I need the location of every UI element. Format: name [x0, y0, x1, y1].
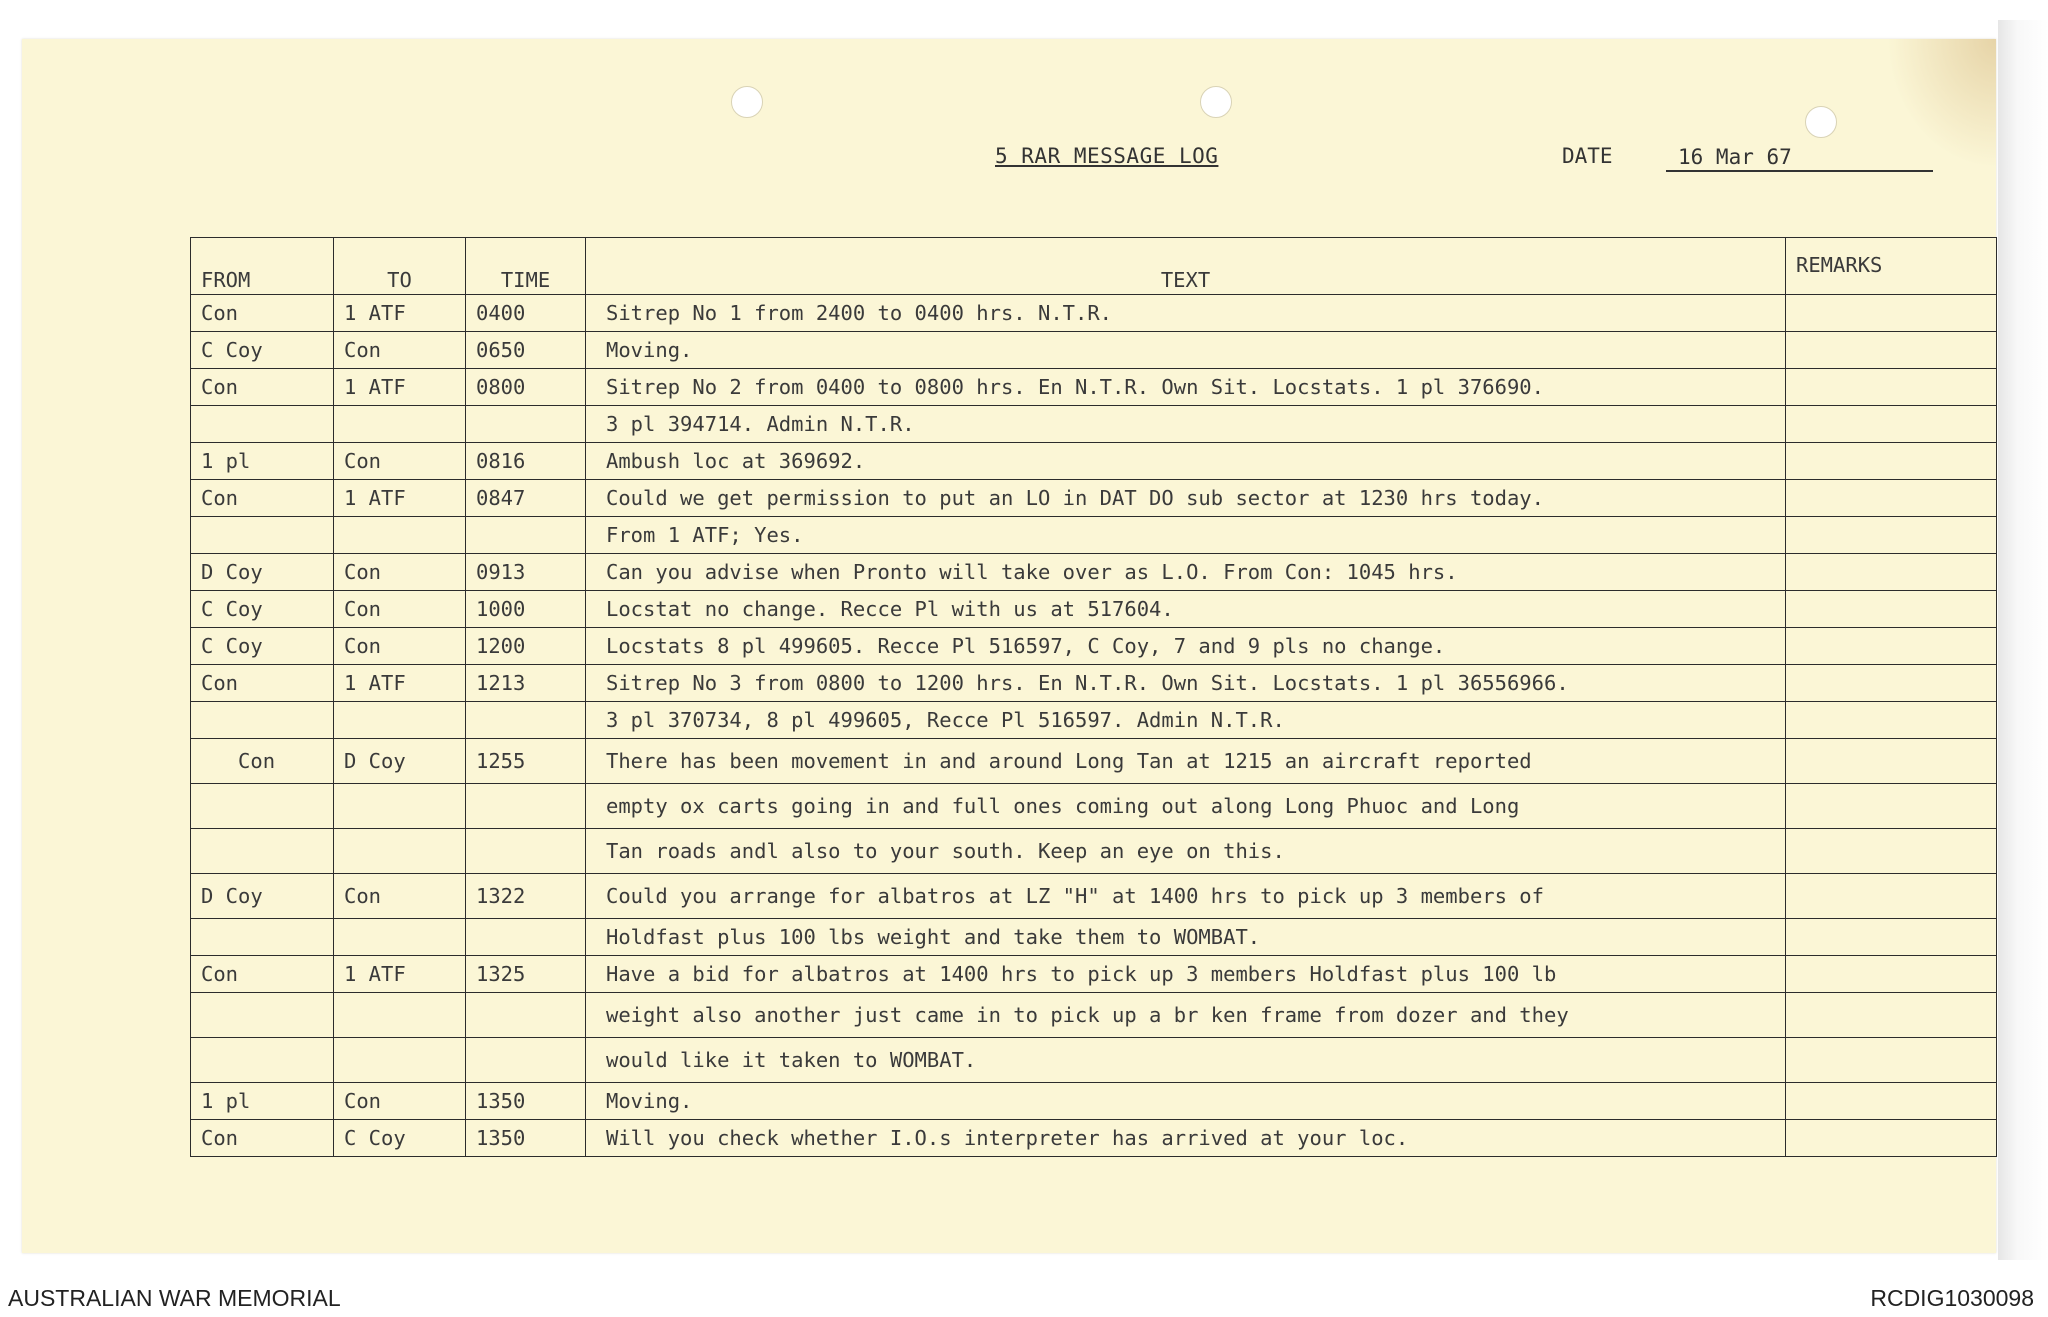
table-row [191, 1083, 1997, 1120]
cell-remarks [1786, 406, 1997, 443]
cell-to: Con [334, 874, 466, 919]
table-row [191, 829, 1997, 874]
cell-text: Moving. [586, 332, 1786, 369]
cell-from: Con [191, 739, 334, 784]
cell-from [191, 1038, 334, 1083]
cell-text: Sitrep No 3 from 0800 to 1200 hrs. En N.T.R. Own Sit. Locstats. 1 pl 36556966. [586, 665, 1786, 702]
cell-text: Sitrep No 2 from 0400 to 0800 hrs. En N.T.R. Own Sit. Locstats. 1 pl 376690. [586, 369, 1786, 406]
cell-time: 1325 [466, 956, 586, 993]
table-row [191, 1120, 1997, 1157]
cell-remarks [1786, 1038, 1997, 1083]
cell-to: 1 ATF [334, 295, 466, 332]
cell-to: 1 ATF [334, 480, 466, 517]
column-header-time: TIME [466, 238, 586, 295]
cell-from [191, 406, 334, 443]
table-row [191, 443, 1997, 480]
table-row [191, 702, 1997, 739]
cell-time [466, 406, 586, 443]
cell-time [466, 919, 586, 956]
cell-remarks [1786, 702, 1997, 739]
cell-to: Con [334, 591, 466, 628]
cell-from: 1 pl [191, 1083, 334, 1120]
cell-text: Sitrep No 1 from 2400 to 0400 hrs. N.T.R. [586, 295, 1786, 332]
cell-text: weight also another just came in to pick up a br ken frame from dozer and they [586, 993, 1786, 1038]
table-row [191, 919, 1997, 956]
table-row [191, 369, 1997, 406]
cell-remarks [1786, 665, 1997, 702]
page-edge-shadow [1998, 20, 2048, 1260]
cell-remarks [1786, 1120, 1997, 1157]
cell-text: Can you advise when Pronto will take over as L.O. From Con: 1045 hrs. [586, 554, 1786, 591]
cell-text: Moving. [586, 1083, 1786, 1120]
table-row [191, 665, 1997, 702]
table-row [191, 739, 1997, 784]
column-header-to: TO [334, 238, 466, 295]
table-row [191, 295, 1997, 332]
column-header-text: TEXT [586, 238, 1786, 295]
cell-text: 3 pl 370734, 8 pl 499605, Recce Pl 516597. Admin N.T.R. [586, 702, 1786, 739]
cell-remarks [1786, 332, 1997, 369]
cell-from: Con [191, 480, 334, 517]
cell-to [334, 993, 466, 1038]
cell-from: Con [191, 369, 334, 406]
cell-from: D Coy [191, 554, 334, 591]
cell-to: Con [334, 1083, 466, 1120]
cell-to: D Coy [334, 739, 466, 784]
cell-time: 0650 [466, 332, 586, 369]
cell-from: Con [191, 665, 334, 702]
cell-from [191, 993, 334, 1038]
column-header-remarks: REMARKS [1786, 238, 1997, 295]
cell-text: empty ox carts going in and full ones coming out along Long Phuoc and Long [586, 784, 1786, 829]
table-row [191, 628, 1997, 665]
date-label: DATE [1562, 144, 1613, 168]
cell-to: 1 ATF [334, 956, 466, 993]
cell-from: Con [191, 956, 334, 993]
cell-time [466, 1038, 586, 1083]
cell-remarks [1786, 784, 1997, 829]
cell-from: C Coy [191, 628, 334, 665]
cell-remarks [1786, 919, 1997, 956]
table-row [191, 332, 1997, 369]
cell-from: C Coy [191, 591, 334, 628]
cell-from: 1 pl [191, 443, 334, 480]
cell-remarks [1786, 1083, 1997, 1120]
cell-remarks [1786, 517, 1997, 554]
table-row [191, 784, 1997, 829]
message-log-table [190, 237, 1997, 1157]
cell-text: 3 pl 394714. Admin N.T.R. [586, 406, 1786, 443]
cell-time: 0400 [466, 295, 586, 332]
punch-hole [1805, 106, 1837, 138]
cell-to [334, 784, 466, 829]
cell-text: There has been movement in and around Long Tan at 1215 an aircraft reported [586, 739, 1786, 784]
cell-to [334, 1038, 466, 1083]
cell-to: 1 ATF [334, 665, 466, 702]
cell-from [191, 517, 334, 554]
cell-time [466, 702, 586, 739]
cell-from: D Coy [191, 874, 334, 919]
cell-to [334, 829, 466, 874]
cell-from: Con [191, 295, 334, 332]
cell-to [334, 919, 466, 956]
cell-remarks [1786, 874, 1997, 919]
footer-record-id: RCDIG1030098 [1870, 1285, 2034, 1311]
punch-hole [731, 86, 763, 118]
cell-text: From 1 ATF; Yes. [586, 517, 1786, 554]
cell-time: 1213 [466, 665, 586, 702]
footer-source-label: AUSTRALIAN WAR MEMORIAL [8, 1285, 341, 1311]
cell-text: Ambush loc at 369692. [586, 443, 1786, 480]
cell-from [191, 829, 334, 874]
cell-remarks [1786, 829, 1997, 874]
table-row [191, 406, 1997, 443]
table-header-row [191, 238, 1997, 295]
cell-time [466, 517, 586, 554]
cell-from [191, 919, 334, 956]
cell-time: 1350 [466, 1120, 586, 1157]
cell-remarks [1786, 443, 1997, 480]
cell-time: 0816 [466, 443, 586, 480]
cell-time: 1200 [466, 628, 586, 665]
cell-remarks [1786, 480, 1997, 517]
cell-from: Con [191, 1120, 334, 1157]
cell-time: 0913 [466, 554, 586, 591]
cell-time [466, 829, 586, 874]
cell-from [191, 784, 334, 829]
cell-to: Con [334, 554, 466, 591]
cell-from: C Coy [191, 332, 334, 369]
cell-time: 1000 [466, 591, 586, 628]
cell-text: Holdfast plus 100 lbs weight and take them to WOMBAT. [586, 919, 1786, 956]
cell-text: Have a bid for albatros at 1400 hrs to pick up 3 members Holdfast plus 100 lb [586, 956, 1786, 993]
cell-time: 0847 [466, 480, 586, 517]
cell-from [191, 702, 334, 739]
cell-to: Con [334, 628, 466, 665]
cell-text: Locstats 8 pl 499605. Recce Pl 516597, C Coy, 7 and 9 pls no change. [586, 628, 1786, 665]
date-value: 16 Mar 67 [1666, 144, 1933, 172]
cell-text: would like it taken to WOMBAT. [586, 1038, 1786, 1083]
cell-remarks [1786, 739, 1997, 784]
cell-remarks [1786, 956, 1997, 993]
cell-text: Could we get permission to put an LO in DAT DO sub sector at 1230 hrs today. [586, 480, 1786, 517]
cell-time [466, 993, 586, 1038]
log-title: 5 RAR MESSAGE LOG [995, 144, 1219, 168]
table-row [191, 993, 1997, 1038]
table-row [191, 480, 1997, 517]
cell-to: Con [334, 443, 466, 480]
cell-text: Tan roads andl also to your south. Keep an eye on this. [586, 829, 1786, 874]
cell-to [334, 406, 466, 443]
table-row [191, 554, 1997, 591]
cell-to: C Coy [334, 1120, 466, 1157]
cell-time: 1350 [466, 1083, 586, 1120]
cell-remarks [1786, 369, 1997, 406]
cell-remarks [1786, 628, 1997, 665]
table-row [191, 956, 1997, 993]
cell-time: 1322 [466, 874, 586, 919]
cell-text: Could you arrange for albatros at LZ "H" at 1400 hrs to pick up 3 members of [586, 874, 1786, 919]
cell-time: 0800 [466, 369, 586, 406]
table-row [191, 591, 1997, 628]
table-row [191, 874, 1997, 919]
cell-time: 1255 [466, 739, 586, 784]
cell-text: Locstat no change. Recce Pl with us at 517604. [586, 591, 1786, 628]
cell-remarks [1786, 591, 1997, 628]
cell-to: Con [334, 332, 466, 369]
punch-hole [1200, 86, 1232, 118]
cell-text: Will you check whether I.O.s interpreter has arrived at your loc. [586, 1120, 1786, 1157]
table-row [191, 1038, 1997, 1083]
cell-remarks [1786, 993, 1997, 1038]
cell-to [334, 702, 466, 739]
cell-to [334, 517, 466, 554]
column-header-from: FROM [191, 238, 334, 295]
cell-to: 1 ATF [334, 369, 466, 406]
cell-time [466, 784, 586, 829]
cell-remarks [1786, 295, 1997, 332]
cell-remarks [1786, 554, 1997, 591]
table-row [191, 517, 1997, 554]
